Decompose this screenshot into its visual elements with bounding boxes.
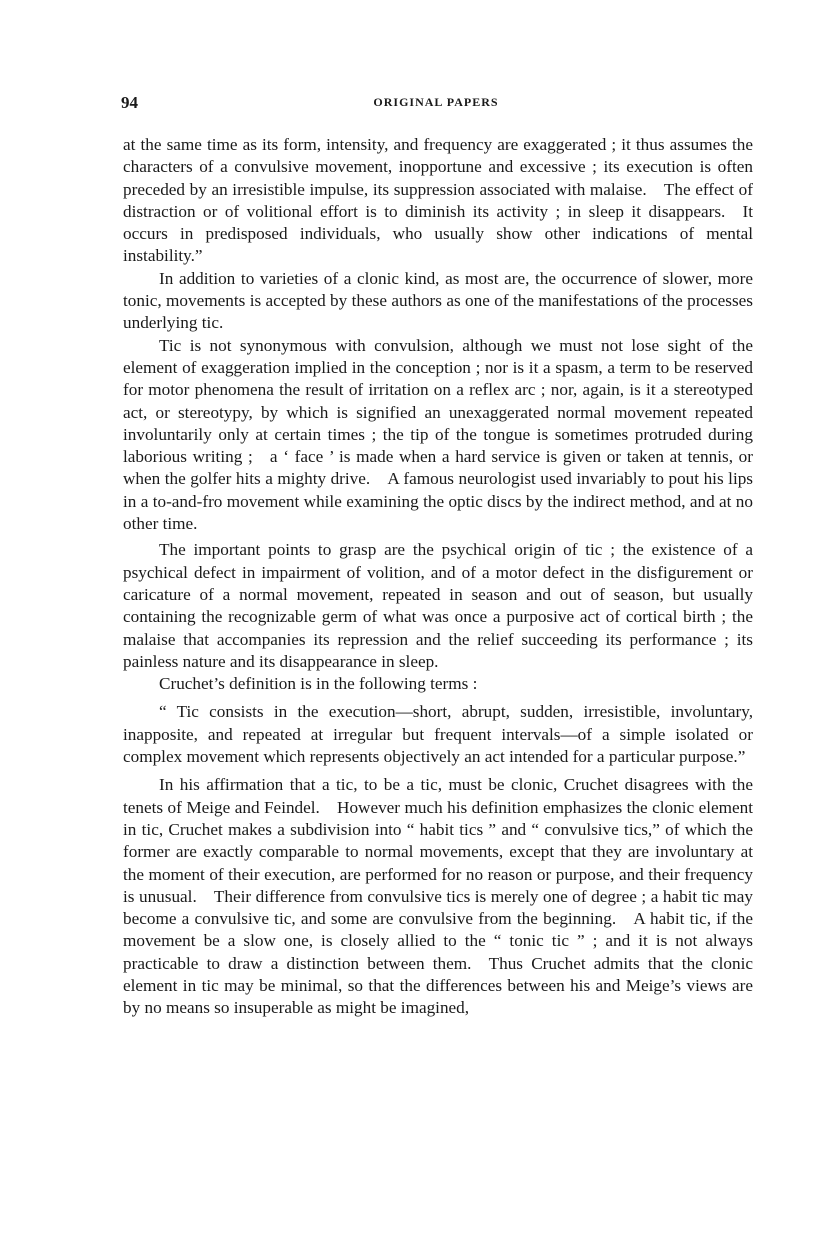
paragraph-continuation: at the same time as its form, intensity, and frequency are exaggerated ; it thus assumes the characters of a convulsive movement, inopportune and excessive ; its execution is often preceded by an irresistible impulse, its suppression associated with malaise. The effect of distraction or of volitional effort is to diminish its activity ; in sleep it disappears. It occurs in predisposed individuals, who usually show other indications of mental instability.” <box>123 135 753 266</box>
page-number: 94 <box>121 93 138 112</box>
quote-cruchet-definition: “ Tic consists in the execution—short, abrupt, sudden, irresistible, involuntary, inapposite, and repeated at irregular but frequent intervals—of a simple isolated or complex movement which represents objectively an act intended for a particular purpose.” <box>123 702 753 767</box>
page-header <box>121 93 751 115</box>
paragraph-clonic-varieties: In addition to varieties of a clonic kind, as most are, the occurrence of slower, more tonic, movements is accepted by these authors as one of the manifestations of the processes underlying tic. <box>123 268 753 333</box>
body-text <box>123 134 753 1020</box>
running-head: ORIGINAL PAPERS <box>373 95 499 109</box>
paragraph-clonic-affirmation: In his affirmation that a tic, to be a tic, must be clonic, Cruchet disagrees with the tenets of Meige and Feindel. However much his definition emphasizes the clonic element in tic, Cruchet makes a subdivision into “ habit tics ” and “ convulsive tics,” of which the former are exactly comparable to normal movements, except that they are involuntary at the moment of their execution, are performed for no reason or purpose, and their frequency is unusual. Their difference from convulsive tics is merely one of degree ; a habit tic may become a convulsive tic, and some are convulsive from the beginning. A habit tic, if the movement be a slow one, is closely allied to the “ tonic tic ” ; and it is not always practicable to draw a distinction between them. Thus Cruchet admits that the clonic element in tic may be minimal, so that the differences between his and Meige’s views are by no means so insuperable as might be imagined, <box>123 775 753 1018</box>
paragraph-cruchet-definition-intro: Cruchet’s definition is in the following terms : <box>159 674 478 694</box>
paragraph-tic-not-convulsion: Tic is not synonymous with convulsion, although we must not lose sight of the element of exaggeration implied in the conception ; nor is it a spasm, a term to be reserved for motor phenomena the result of irritation on a reflex arc ; nor, again, is it a stereotyped act, or stereotypy, by which is signified an unexaggerated normal movement repeated involuntarily only at certain times ; the tip of the tongue is sometimes protruded during laborious writing ; a ‘ face ’ is made when a hard service is given or taken at tennis, or when the golfer hits a mighty drive. A famous neurologist used invariably to pout his lips in a to-and-fro movement while examining the optic discs by the indirect method, and at no other time. <box>123 335 753 534</box>
paragraph-important-points: The important points to grasp are the psychical origin of tic ; the existence of a psychical defect in impairment of volition, and of a motor defect in the disfigurement or caricature of a normal movement, repeated in season and out of season, but usually containing the recognizable germ of what was once a purposive act of cortical birth ; the malaise that accompanies its repression and the relief succeeding its performance ; its painless nature and its disappearance in sleep. <box>123 540 753 671</box>
